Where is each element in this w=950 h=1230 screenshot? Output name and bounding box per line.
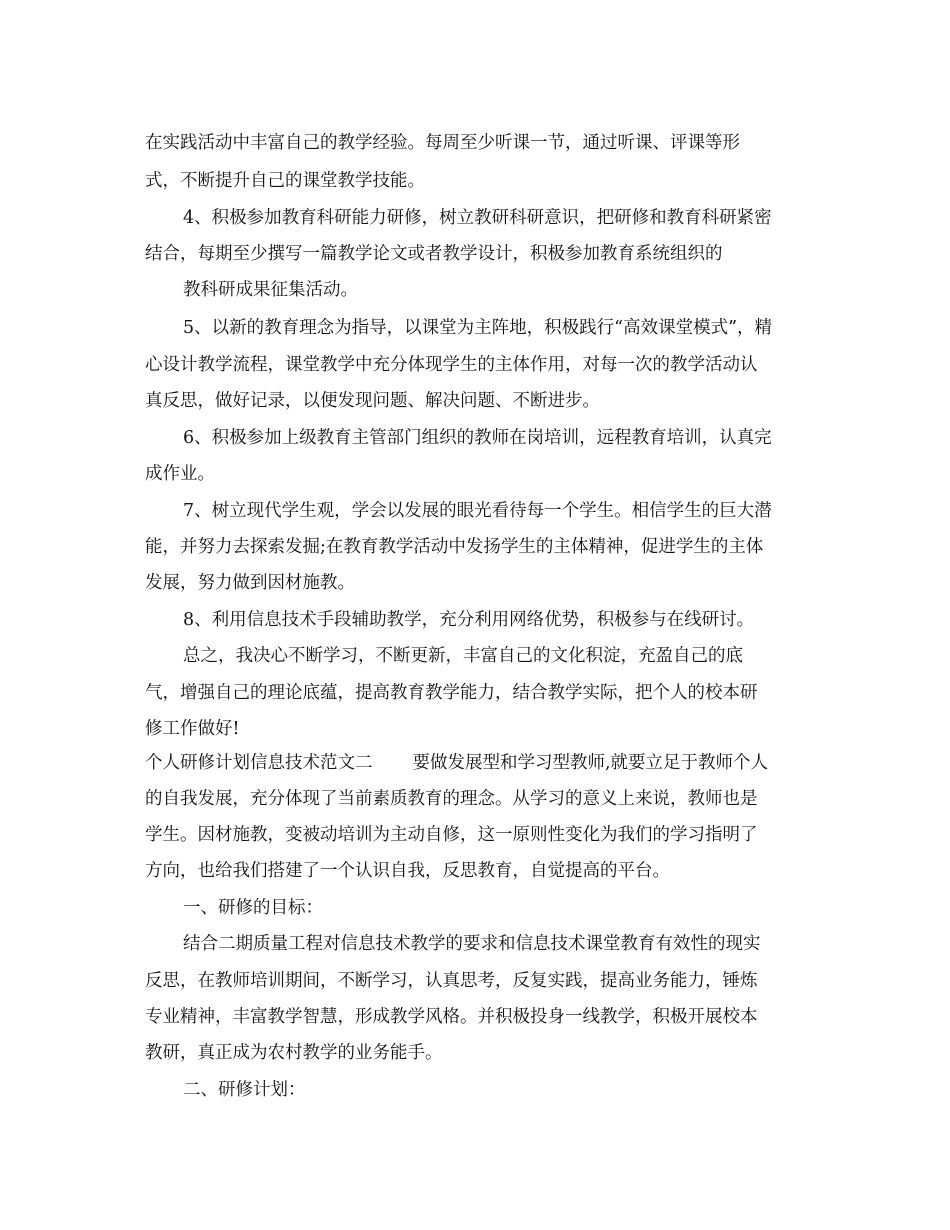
text-line: 结合二期质量工程对信息技术教学的要求和信息技术课堂教育有效性的现实: [183, 934, 761, 954]
text-line: 在实践活动中丰富自己的教学经验。每周至少听课一节，通过听课、评课等形: [145, 133, 740, 153]
text-line: 一、研修的目标：: [183, 898, 323, 918]
text-line: 心设计教学流程，课堂教学中充分体现学生的主体作用，对每一次的教学活动认: [145, 355, 758, 375]
text-line: 反思，在教师培训期间，不断学习，认真思考，反复实践，提高业务能力，锤炼: [145, 971, 758, 991]
text-line: 发展，努力做到因材施教。: [145, 573, 355, 593]
text-line: 7、树立现代学生观，学会以发展的眼光看待每一个学生。相信学生的巨大潜: [183, 501, 772, 521]
text-line: 气，增强自己的理论底蕴，提高教育教学能力，结合教学实际，把个人的校本研: [145, 683, 758, 703]
text-line: 4、积极参加教育科研能力研修，树立教研科研意识，把研修和教育科研紧密: [183, 208, 772, 228]
section-heading-line: [145, 751, 768, 775]
text-line: 5、以新的教育理念为指导，以课堂为主阵地，积极践行“高效课堂模式”，精: [183, 318, 773, 338]
text-line: 修工作做好!: [145, 719, 240, 739]
text-line: 能，并努力去探索发掘;在教育教学活动中发扬学生的主体精神，促进学生的主体: [145, 537, 764, 557]
text-line: 成作业。: [145, 464, 215, 484]
section-heading: 个人研修计划信息技术范文二: [145, 753, 373, 773]
text-line: 8、利用信息技术手段辅助教学，充分利用网络优势，积极参与在线研讨。: [183, 610, 755, 630]
text-line: 方向，也给我们搭建了一个认识自我，反思教育，自觉提高的平台。: [145, 861, 670, 881]
text-line: 总之，我决心不断学习，不断更新，丰富自己的文化积淀，充盈自己的底: [183, 646, 743, 666]
text-line: 的自我发展，充分体现了当前素质教育的理念。从学习的意义上来说，教师也是: [145, 789, 758, 809]
text-line: 学生。因材施教，变被动培训为主动自修，这一原则性变化为我们的学习指明了: [145, 825, 758, 845]
text-line: 专业精神，丰富教学智慧，形成教学风格。并积极投身一线教学，积极开展校本: [145, 1007, 758, 1027]
text-line: 二、研修计划：: [183, 1080, 306, 1100]
text-line: 6、积极参加上级教育主管部门组织的教师在岗培训，远程教育培训，认真完: [183, 428, 772, 448]
text-line: 教研，真正成为农村教学的业务能手。: [145, 1043, 443, 1063]
text-line: 式，不断提升自己的课堂教学技能。: [145, 171, 425, 191]
text-line: 真反思，做好记录，以便发现问题、解决问题、不断进步。: [145, 391, 600, 411]
text-line: 教科研成果征集活动。: [183, 280, 358, 300]
text-line: 结合，每期至少撰写一篇教学论文或者教学设计，积极参加教育系统组织的: [145, 244, 723, 264]
section-heading-continuation: 要做发展型和学习型教师,就要立足于教师个人: [412, 753, 769, 773]
